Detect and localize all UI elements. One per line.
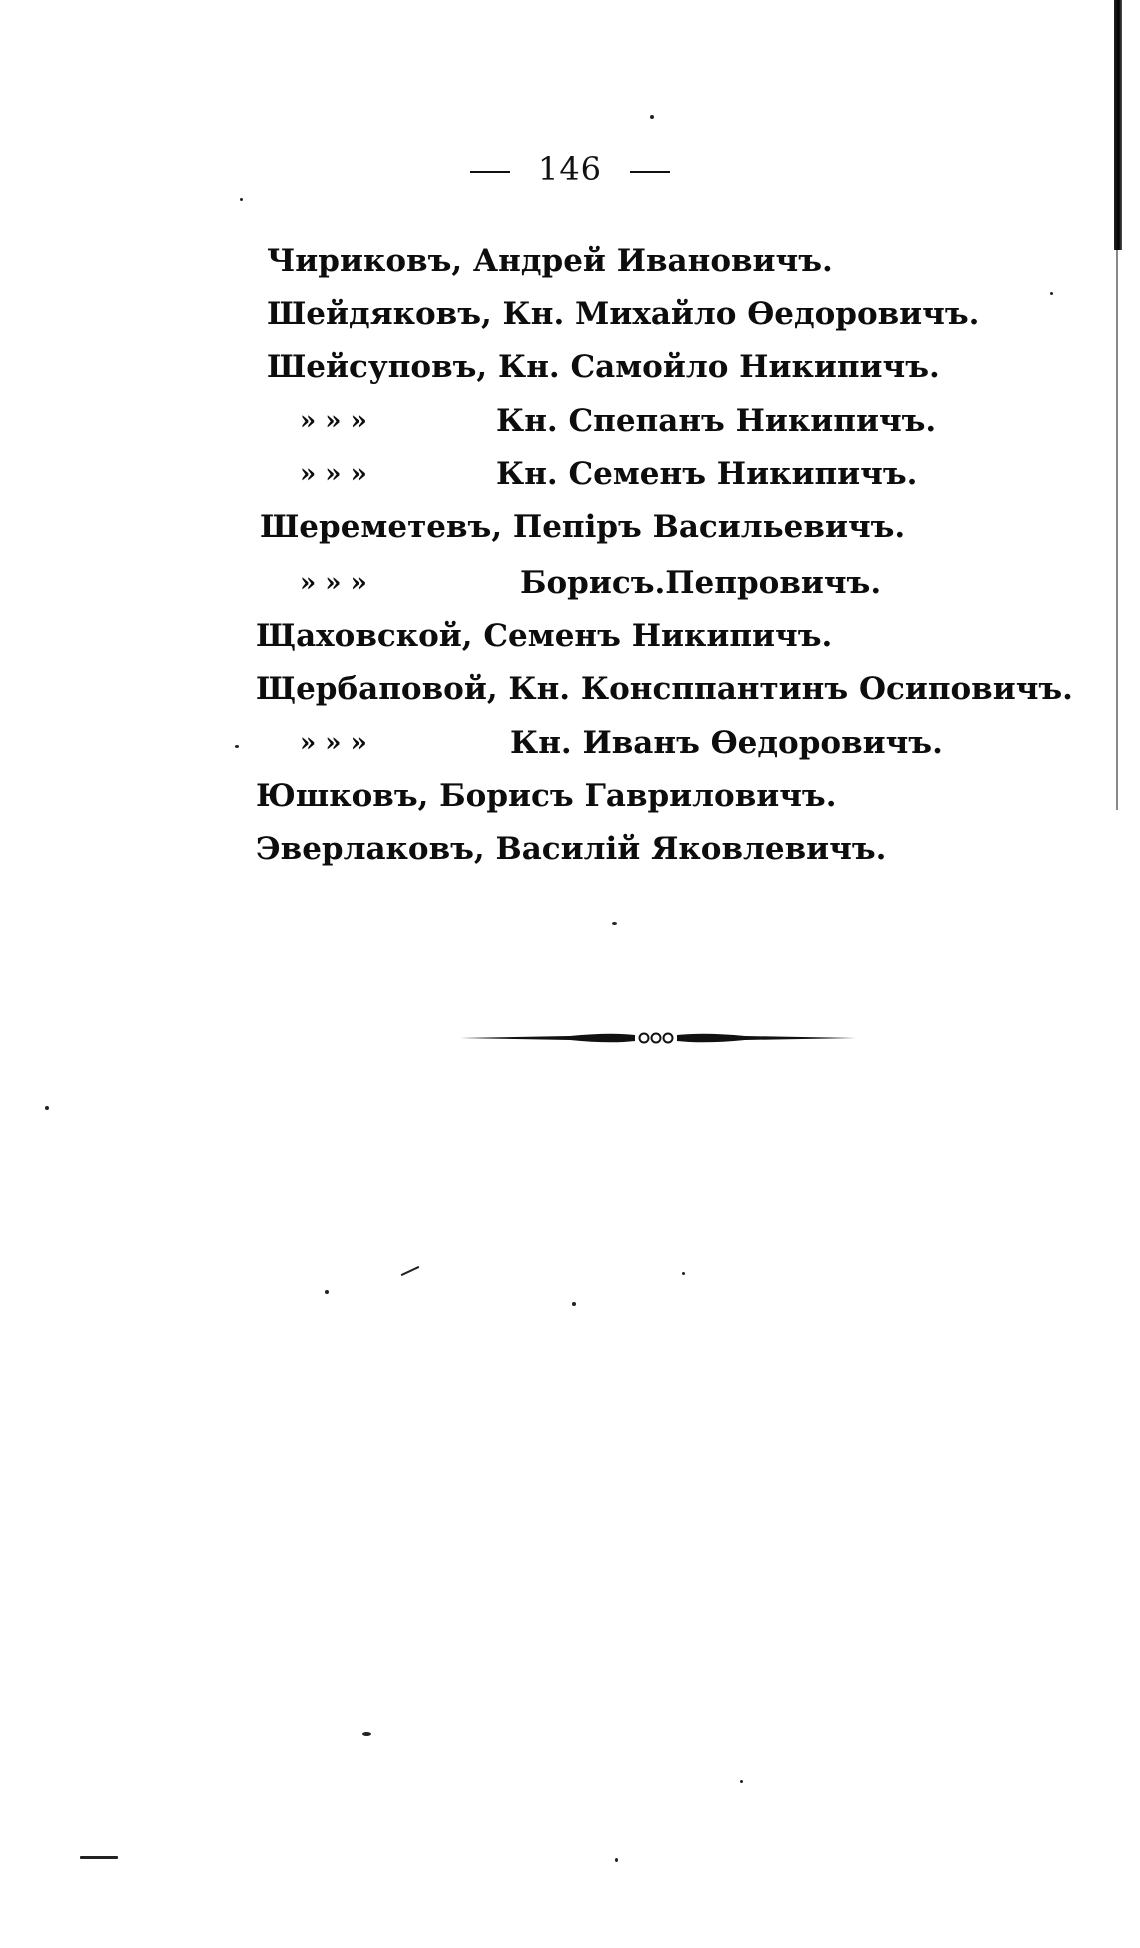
- page-number: 146: [537, 150, 603, 188]
- list-item: Кн. Семенъ Никипичъ.: [496, 456, 918, 492]
- list-item: Чириковъ, Андрей Ивановичъ.: [267, 243, 833, 279]
- scan-speck: [401, 1266, 420, 1276]
- list-item: Щербаповой, Кн. Консппантинъ Осиповичъ.: [256, 671, 1073, 707]
- header-dash-left: [470, 171, 510, 173]
- page-number-header: [0, 150, 1140, 188]
- list-item: Шейдяковъ, Кн. Михайло Өедоровичъ.: [267, 296, 980, 332]
- ditto-mark: » » »: [300, 728, 367, 758]
- list-item: Эверлаковъ, Василій Яковлевичъ.: [256, 831, 887, 867]
- list-item: Кн. Спепанъ Никипичъ.: [496, 403, 937, 439]
- list-item: Щаховской, Семенъ Никипичъ.: [256, 618, 833, 654]
- header-dash-right: [630, 171, 670, 173]
- page-edge-shadow: [1114, 0, 1122, 250]
- scan-speck: [650, 115, 654, 119]
- scan-speck: [325, 1290, 329, 1294]
- ornamental-divider: [460, 1026, 856, 1050]
- scan-speck: [615, 1858, 618, 1862]
- scan-speck: [240, 198, 243, 201]
- list-item: Шереметевъ, Пепіръ Васильевичъ.: [260, 509, 906, 545]
- ditto-mark: » » »: [300, 406, 367, 436]
- scan-speck: [80, 1856, 118, 1859]
- list-item: Шейсуповъ, Кн. Самойло Никипичъ.: [267, 349, 940, 385]
- list-item: Кн. Иванъ Өедоровичъ.: [510, 725, 943, 761]
- list-item: Борисъ.Пепровичъ.: [520, 565, 882, 601]
- scan-speck: [572, 1302, 576, 1306]
- scan-speck: [362, 1732, 371, 1736]
- page-edge-line: [1116, 250, 1118, 810]
- scan-speck: [612, 922, 617, 925]
- list-item: Юшковъ, Борисъ Гавриловичъ.: [256, 778, 837, 814]
- scan-speck: [1050, 292, 1053, 295]
- scan-speck: [45, 1106, 49, 1110]
- ditto-mark: » » »: [300, 459, 367, 489]
- scan-speck: [740, 1780, 743, 1783]
- scan-speck: [235, 745, 239, 748]
- scan-speck: [682, 1272, 685, 1275]
- ditto-mark: » » »: [300, 568, 367, 598]
